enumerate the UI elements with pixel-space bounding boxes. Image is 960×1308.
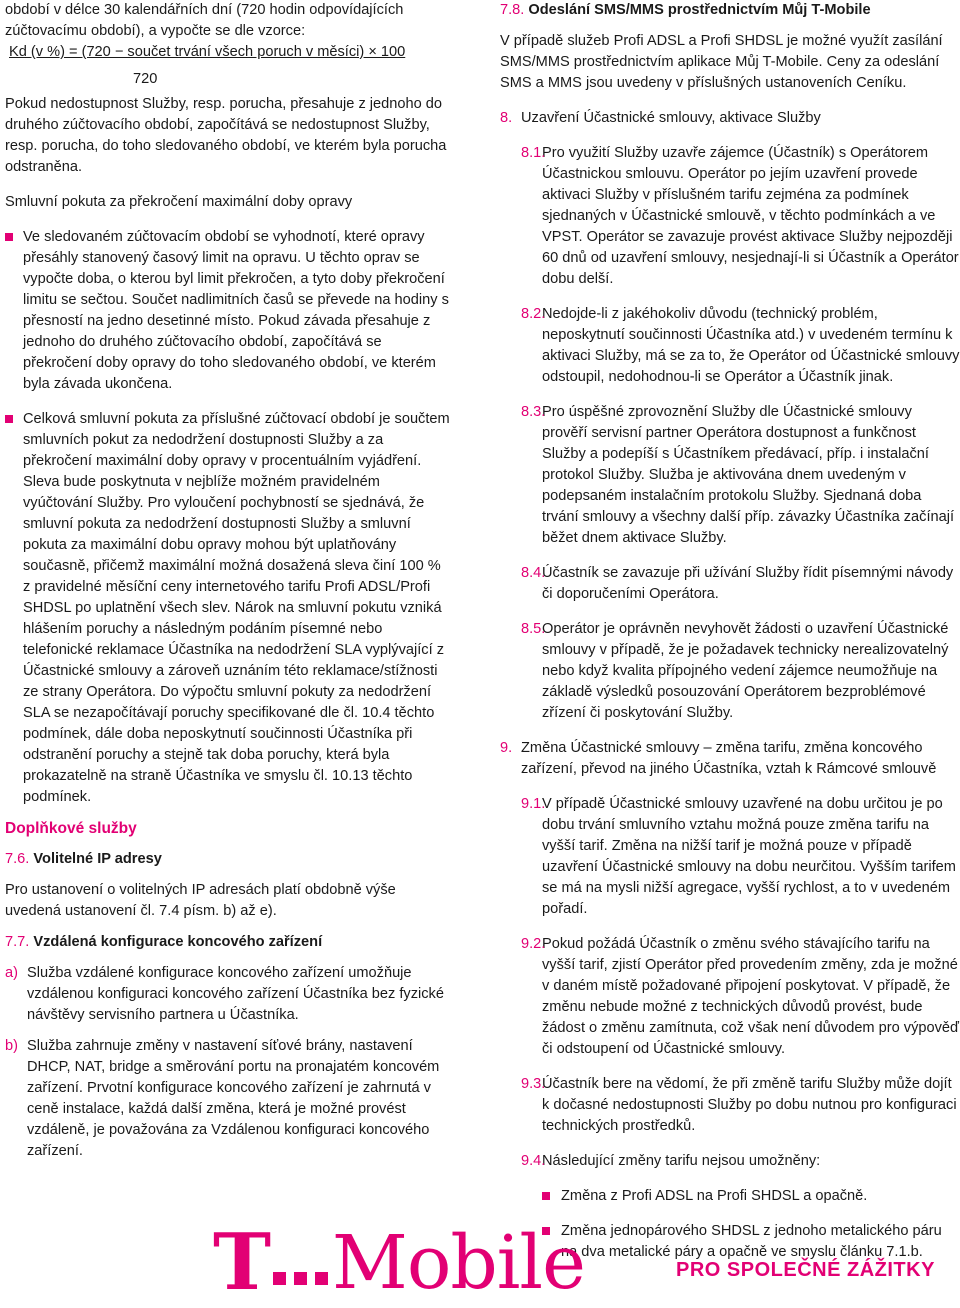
- logo-wordmark: Mobile: [332, 1220, 585, 1306]
- left-column: [5, 0, 450, 1162]
- logo-dot-icon: [315, 1272, 328, 1285]
- section-number: 9.4.: [521, 1153, 546, 1169]
- extra-services-heading: Doplňkové služby: [5, 820, 137, 837]
- logo-dot-icon: [294, 1272, 307, 1285]
- section-text: Nedojde-li z jakéhokoliv důvodu (technický problém, neposkytnutí součinnosti Účastníka atd.) v uvedeném termínu k aktivaci Služby, má se za to, že Operátor od Účastnické smlouvy odstoupil, nedohodnou-li se Operátor a Účastník jinak.: [542, 306, 960, 385]
- section-7-8-text: V případě služeb Profi ADSL a Profi SHDSL je možné využít zasílání SMS/MMS prostřednictvím aplikace Můj T-Mobile. Ceny za odeslání SMS a MMS jsou uvedeny v příslušných ustanoveních Ceníku.: [500, 33, 943, 91]
- section-number: 8.3.: [521, 404, 546, 420]
- section-number: 8.4.: [521, 565, 546, 581]
- section-title: Změna Účastnické smlouvy – změna tarifu, změna koncového zařízení, převod na jiného Účastníka, vztah k Rámcové smlouvě: [521, 740, 937, 777]
- section-8-4: [500, 563, 960, 605]
- section-number: 8.: [500, 110, 513, 126]
- section-number: 9.1.: [521, 796, 546, 812]
- section-number: 9.: [500, 740, 513, 756]
- page-footer: [0, 1217, 960, 1308]
- section-title: Volitelné IP adresy: [33, 851, 162, 867]
- section-title: Uzavření Účastnické smlouvy, aktivace Služby: [521, 110, 821, 126]
- bullet-text: Změna jednopárového SHDSL z jednoho metalického páru na dva metalické páry a opačně ve smyslu článku 7.1.b.: [561, 1223, 942, 1260]
- section-7-7-heading: [5, 932, 450, 953]
- bullet-item: [5, 227, 450, 395]
- paragraph-outage-period: Pokud nedostupnost Služby, resp. porucha, přesahuje z jednoho do druhého zúčtovacího období, započítává se nedostupnost Služby, resp. porucha, do toho sledovaného období, ve kterém byla porucha odstraněna.: [5, 96, 447, 175]
- list-item-b: [5, 1036, 450, 1162]
- section-number: 8.1.: [521, 145, 546, 161]
- item-text: Služba vzdálené konfigurace koncového zařízení umožňuje vzdálenou konfiguraci koncového zařízení Účastníka bez fyzické návštěvy servisního partnera u Účastníka.: [27, 965, 444, 1023]
- item-letter: a): [5, 965, 18, 981]
- section-number: 7.7.: [5, 934, 30, 950]
- availability-formula: [5, 42, 450, 90]
- square-bullet-icon: [5, 233, 13, 241]
- section-title: Odeslání SMS/MMS prostřednictvím Můj T-Mobile: [528, 2, 871, 18]
- brand-slogan: PRO SPOLEČNÉ ZÁŽITKY: [676, 1259, 935, 1281]
- section-number: 9.3.: [521, 1076, 546, 1092]
- bullet-text: Změna z Profi ADSL na Profi SHDSL a opačně.: [561, 1188, 868, 1204]
- section-title: Vzdálená konfigurace koncového zařízení: [33, 934, 323, 950]
- bullet-text: Ve sledovaném zúčtovacím období se vyhodnotí, které opravy přesáhly stanovený časový limit na opravu. U těchto oprav se vypočte doba, o kterou byl limit překročen, a tyto doby překročení limitu se sečtou. Součet nadlimitních časů se převede na hodiny s přesností na jedno desetinné místo. Pokud závada přesahuje z jednoho do druhého zúčtovacího období, započítává se překročení doby opravy do toho sledovaného období, ve kterém byla závada ukončena.: [23, 229, 449, 392]
- t-mobile-logo: [213, 1217, 585, 1308]
- item-letter: b): [5, 1038, 18, 1054]
- item-text: Služba zahrnuje změny v nastavení síťové brány, nastavení DHCP, NAT, bridge a směrování portu na pronajatém koncovém zařízení. Prvotní konfigurace koncového zařízení je zahrnutá v ceně instalace, každá další změna, která je možné provést vzdáleně, je považována za Vzdálenou konfiguraci koncového zařízení.: [27, 1038, 440, 1159]
- section-8-3: [500, 402, 960, 549]
- bullet-item: [542, 1186, 960, 1207]
- square-bullet-icon: [5, 415, 13, 423]
- section-9-3: [500, 1074, 960, 1137]
- section-9-4: [500, 1151, 960, 1172]
- logo-dot-icon: [273, 1272, 286, 1285]
- section-9-1: [500, 794, 960, 920]
- section-text: Účastník se zavazuje při užívání Služby řídit písemnými návody či doporučeními Operátora.: [542, 565, 954, 602]
- section-text: Účastník bere na vědomí, že při změně tarifu Služby může dojít k dočasné nedostupnosti Služby po dobu nutnou pro konfiguraci technických prostředků.: [542, 1076, 957, 1134]
- section-8-1: [500, 143, 960, 290]
- bullet-item: [5, 409, 450, 808]
- section-7-6-text: Pro ustanovení o volitelných IP adresách platí obdobně výše uvedená ustanovení čl. 7.4 písm. b) až e).: [5, 882, 396, 919]
- bullet-text: Celková smluvní pokuta za příslušné zúčtovací období je součtem smluvních pokut za nedodržení dostupnosti Služby a za překročení maximální doby opravy v procentuálním vyjádření. Sleva bude poskytnuta v nejblíže možném pravidelném vyúčtování Služby. Pro vyloučení pochybností se sjednává, že smluvní pokuta za nedodržení dostupnosti Služby a smluvní pokuta za maximální dobu opravy mohou být uplatňovány současně, přičemž maximální možná dosažená sleva činí 100 % z pravidelné měsíční ceny internetového tarifu Profi ADSL/Profi SHDSL po uplatnění všech slev. Nárok na smluvní pokutu vzniká hlášením poruchy a následným podáním písemné nebo telefonické reklamace Účastníka na nedodržení SLA vyplývající z Účastnické smlouvy a zároveň uznáním této reklamace/stížnosti ze strany Operátora. Do výpočtu smluvní pokuty za nedodržení SLA se nezapočítávají poruchy specifikované dle čl. 10.4 těchto podmínek, dále doba neposkytnutí součinnosti Účastníka při odstranění poruchy a stejně tak doba poruchy, která byla prokazatelně na straně Účastníka ve smyslu čl. 10.13 těchto podmínek.: [23, 411, 450, 805]
- section-text: Následující změny tarifu nejsou umožněny:: [542, 1153, 821, 1169]
- section-9-2: [500, 934, 960, 1060]
- logo-dots: [269, 1224, 332, 1302]
- section-number: 8.2.: [521, 306, 546, 322]
- right-column: [500, 0, 960, 1263]
- section-text: Pokud požádá Účastník o změnu svého stávajícího tarifu na vyšší tarif, zjistí Operátor před provedením změny, zda je možné v daném místě požadované připojení poskytovat. V případě, že změnu nebude možné z technických důvodů provést, bude žádost o změnu zamítnuta, což však není důvodem pro výpověď či odstoupení od Účastnické smlouvy.: [542, 936, 960, 1057]
- section-text: Pro využití Služby uzavře zájemce (Účastník) s Operátorem Účastnickou smlouvu. Operátor po jejím uzavření provede aktivaci Služby v příslušném tarifu zejména za podmínek sjednaných v Účastnické smlouvě, v těchto podmínkách a ve VPST. Operátor se zavazuje provést aktivace Služby nejpozději 60 dnů od uzavření smlouvy, nesjednají-li si Účastník a Operátor dobu delší.: [542, 145, 959, 287]
- section-number: 9.2.: [521, 936, 546, 952]
- penalty-title: Smluvní pokuta za překročení maximální doby opravy: [5, 194, 353, 210]
- section-9-heading: [500, 738, 960, 780]
- logo-t-letter: T: [213, 1217, 270, 1308]
- section-7-8-heading: [500, 0, 960, 21]
- section-8-5: [500, 619, 960, 724]
- formula-numerator: Kd (v %) = (720 − součet trvání všech poruch v měsíci) × 100: [9, 44, 406, 60]
- section-number: 7.6.: [5, 851, 30, 867]
- formula-denominator: 720: [133, 71, 158, 87]
- section-7-6-heading: [5, 849, 450, 870]
- section-text: V případě Účastnické smlouvy uzavřené na dobu určitou je po dobu trvání smluvního vztahu možná pouze změna tarifu na vyšší tarif. Změna na nižší tarif je možná pouze v případě uzavření Účastnické smlouvy na dobu neurčitou. Vyšším tarifem se má na mysli nižší agregace, vyšší rychlost, a to v uvedeném pořadí.: [542, 796, 956, 917]
- square-bullet-icon: [542, 1192, 550, 1200]
- list-item-a: [5, 963, 450, 1026]
- intro-text: období v délce 30 kalendářních dní (720 hodin odpovídajících zúčtovacímu období), a vypočte se dle vzorce:: [5, 2, 404, 39]
- section-8-2: [500, 304, 960, 388]
- section-text: Pro úspěšné zprovoznění Služby dle Účastnické smlouvy prověří servisní partner Operátora dostupnost a funkčnost Služby a podepíší s Účastníkem předávací, příp. i instalační protokol Služby. Služba je aktivována dnem uvedeným v podepsaném instalačním protokolu Služby. Sjednaná doba trvání smlouvy a všechny další příp. závazky Účastníka začínají běžet dnem aktivace Služby.: [542, 404, 955, 546]
- section-number: 8.5.: [521, 621, 546, 637]
- section-8-heading: [500, 108, 960, 129]
- section-text: Operátor je oprávněn nevyhovět žádosti o uzavření Účastnické smlouvy v případě, že je požadavek technicky nerealizovatelný nebo když kvalita přípojného vedení zájemce neumožňuje na základě výsledků posouzování Operátorem bezproblémové zřízení či poskytování Služby.: [542, 621, 949, 721]
- section-number: 7.8.: [500, 2, 525, 18]
